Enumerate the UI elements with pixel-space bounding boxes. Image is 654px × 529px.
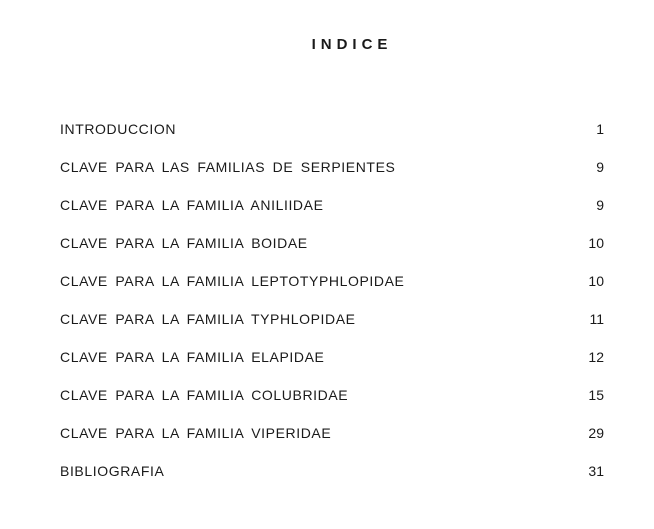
toc-entry-elapidae — [60, 338, 604, 376]
toc-entry-page-number: 15 — [588, 387, 604, 403]
toc-entry-label: CLAVE PARA LA FAMILIA LEPTOTYPHLOPIDAE — [60, 273, 405, 289]
toc-entry-familias-serpientes — [60, 148, 604, 186]
toc-entry-boidae — [60, 224, 604, 262]
toc-entry-page-number: 9 — [596, 197, 604, 213]
toc-entry-page-number: 31 — [588, 463, 604, 479]
toc-entry-label: CLAVE PARA LA FAMILIA VIPERIDAE — [60, 425, 332, 441]
table-of-contents — [60, 110, 604, 490]
toc-entry-page-number: 12 — [588, 349, 604, 365]
toc-entry-typhlopidae — [60, 300, 604, 338]
toc-entry-label: CLAVE PARA LA FAMILIA TYPHLOPIDAE — [60, 311, 356, 327]
toc-entry-introduccion — [60, 110, 604, 148]
toc-entry-page-number: 11 — [589, 311, 604, 327]
toc-entry-page-number: 1 — [596, 121, 604, 137]
toc-entry-aniliidae — [60, 186, 604, 224]
toc-entry-page-number: 10 — [588, 273, 604, 289]
toc-entry-label: CLAVE PARA LA FAMILIA COLUBRIDAE — [60, 387, 349, 403]
toc-entry-leptotyphlopidae — [60, 262, 604, 300]
page-title: INDICE — [311, 36, 393, 53]
toc-entry-page-number: 9 — [596, 159, 604, 175]
toc-entry-label: CLAVE PARA LA FAMILIA ELAPIDAE — [60, 349, 325, 365]
toc-entry-colubridae — [60, 376, 604, 414]
toc-entry-page-number: 10 — [588, 235, 604, 251]
toc-entry-label: BIBLIOGRAFIA — [60, 463, 165, 479]
toc-entry-page-number: 29 — [588, 425, 604, 441]
toc-entry-label: CLAVE PARA LAS FAMILIAS DE SERPIENTES — [60, 159, 396, 175]
toc-entry-bibliografia — [60, 452, 604, 490]
toc-entry-label: INTRODUCCION — [60, 121, 177, 137]
toc-entry-label: CLAVE PARA LA FAMILIA BOIDAE — [60, 235, 308, 251]
toc-entry-viperidae — [60, 414, 604, 452]
toc-entry-label: CLAVE PARA LA FAMILIA ANILIIDAE — [60, 197, 324, 213]
